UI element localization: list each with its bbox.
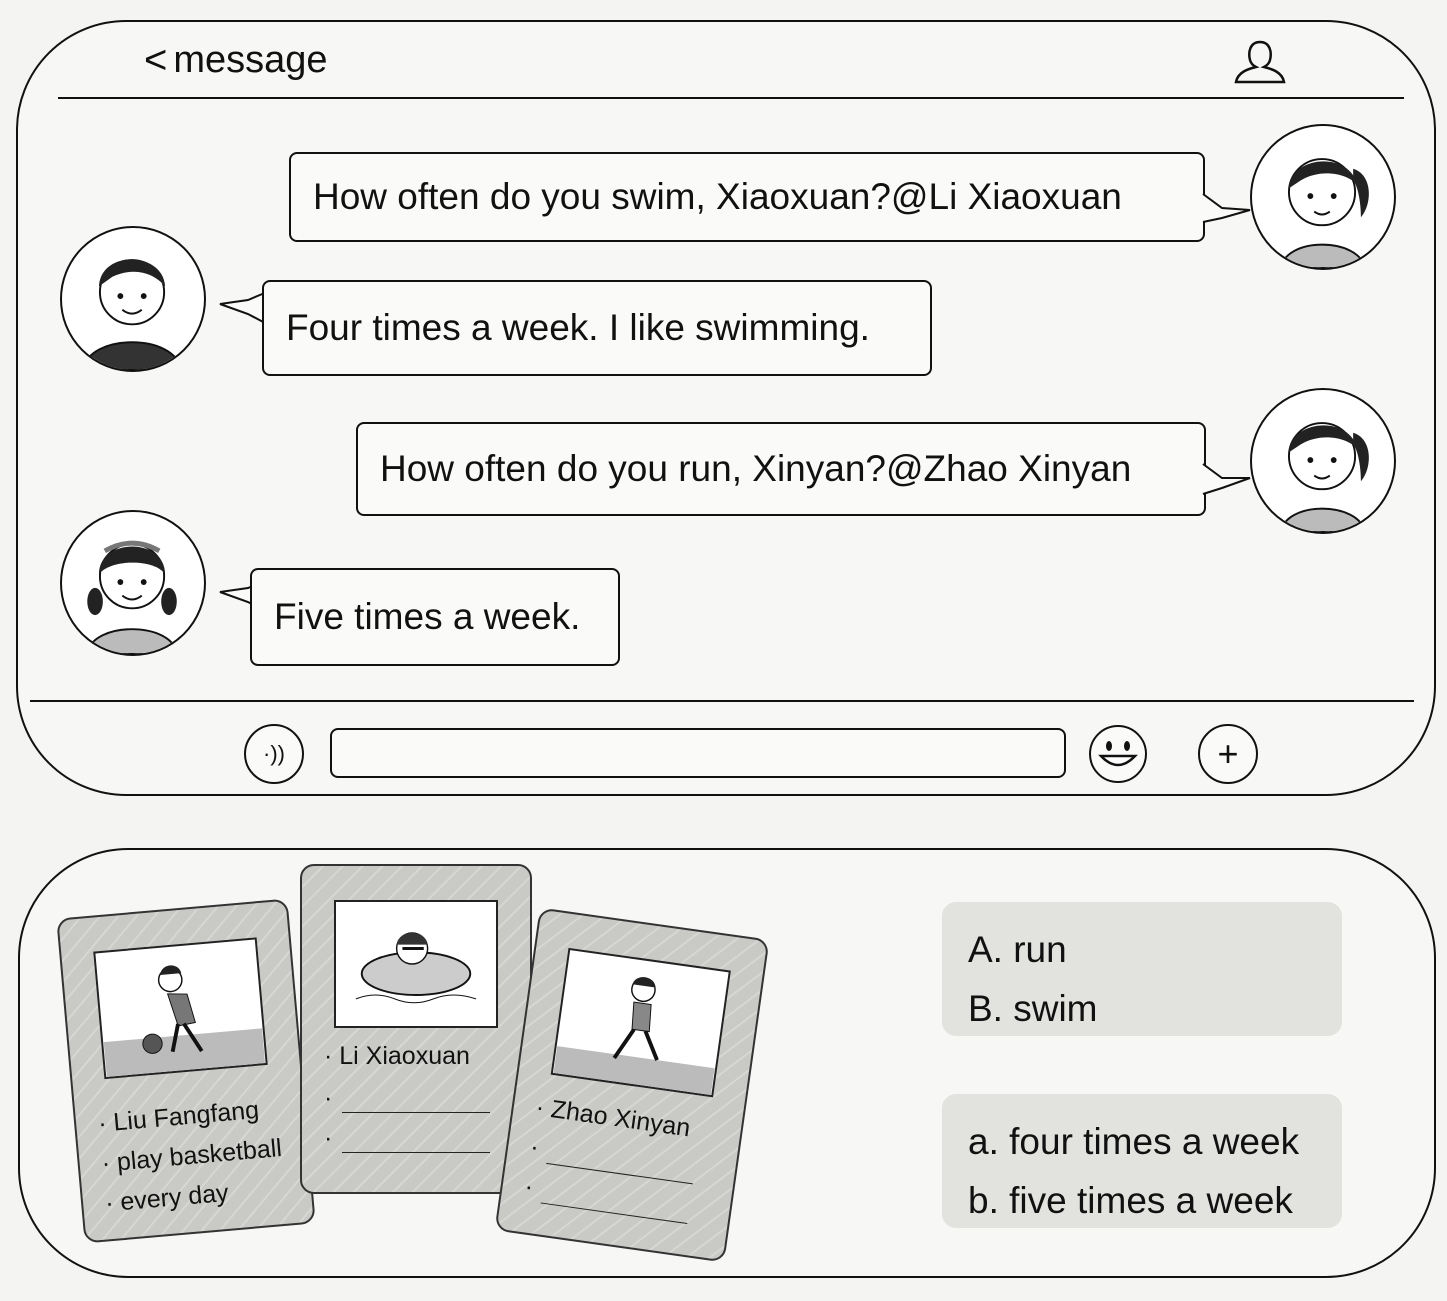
message-text-4: Five times a week. <box>274 596 581 637</box>
message-text-2: Four times a week. I like swimming. <box>286 307 870 348</box>
card-3-blank-1 <box>546 1163 693 1185</box>
emoji-button[interactable] <box>1088 724 1148 784</box>
header-divider <box>58 97 1404 99</box>
chat-bubble-3 <box>356 422 1206 516</box>
option-a-four-times: a. four times a week <box>968 1121 1300 1162</box>
profile-card-1 <box>56 899 316 1244</box>
plus-icon: + <box>1217 733 1239 774</box>
card-3-line-3: · <box>522 1172 536 1202</box>
chat-bubble-4 <box>250 568 620 666</box>
activity-panel <box>18 848 1436 1278</box>
add-button[interactable] <box>1198 724 1258 784</box>
page-title: message <box>173 39 328 81</box>
option-a-run: A. run <box>968 929 1067 970</box>
card-2-line-1: · Li Xiaoxuan <box>324 1042 470 1070</box>
chat-bubble-2 <box>262 280 932 376</box>
bubble-tail-1 <box>1202 192 1252 232</box>
user-icon[interactable] <box>1232 38 1288 86</box>
chat-screen <box>16 20 1436 796</box>
bubble-tail-2 <box>218 290 268 330</box>
activity-options-box <box>942 902 1342 1036</box>
footer-divider <box>30 700 1414 702</box>
card-photo-basketball <box>93 937 268 1079</box>
card-2-blank-2 <box>342 1152 490 1153</box>
avatar-girl-pigtails <box>60 510 206 656</box>
profile-card-2 <box>300 864 532 1194</box>
smiley-icon <box>1088 724 1148 784</box>
avatar-girl-ponytail-2 <box>1250 388 1396 534</box>
message-text-1: How often do you swim, Xiaoxuan?@Li Xiaoxuan <box>313 176 1122 217</box>
card-1-line-3: · every day <box>104 1178 230 1218</box>
avatar-boy <box>60 226 206 372</box>
card-photo-swimming <box>334 900 498 1028</box>
voice-icon: ·)) <box>263 741 285 766</box>
avatar-girl-ponytail <box>1250 124 1396 270</box>
option-b-swim: B. swim <box>968 988 1098 1029</box>
message-input[interactable] <box>330 728 1066 778</box>
card-1-line-2: · play basketball <box>100 1134 283 1178</box>
back-button[interactable] <box>144 38 328 83</box>
card-3-blank-2 <box>541 1202 688 1224</box>
card-1-line-1: · Liu Fangfang <box>97 1095 261 1138</box>
card-2-line-2: · <box>324 1084 333 1112</box>
chevron-left-icon: < <box>144 38 168 82</box>
chat-bubble-1 <box>289 152 1205 242</box>
card-2-blank-1 <box>342 1112 490 1113</box>
card-photo-running <box>551 948 731 1098</box>
card-2-line-3: · <box>324 1124 333 1152</box>
frequency-options-box <box>942 1094 1342 1228</box>
card-3-line-2: · <box>528 1132 541 1162</box>
card-3-line-1: · Zhao Xinyan <box>534 1092 693 1143</box>
message-text-3: How often do you run, Xinyan?@Zhao Xinyan <box>380 448 1132 489</box>
profile-card-3 <box>494 907 769 1262</box>
bubble-tail-3 <box>1202 462 1252 502</box>
option-b-five-times: b. five times a week <box>968 1180 1293 1221</box>
voice-button[interactable] <box>244 724 304 784</box>
